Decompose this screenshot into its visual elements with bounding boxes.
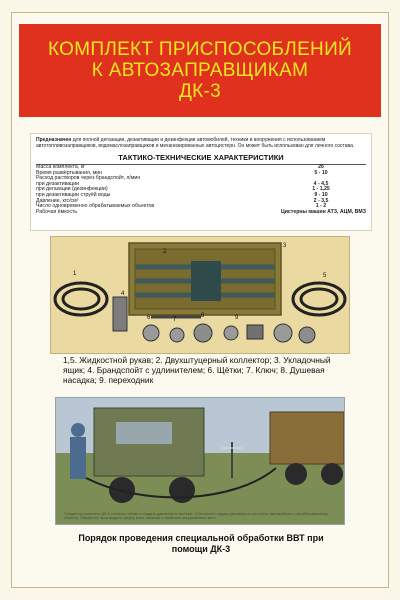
spec-title: ТАКТИКО-ТЕХНИЧЕСКИЕ ХАРАКТЕРИСТИКИ xyxy=(118,153,284,162)
equipment-caption: 1,5. Жидкостной рукав; 2. Двухштуцерный коллектор; 3. Укладочный ящик; 4. Брандспойт с удлинителем; 6. Щётки; 7. Ключ; 8. Душевая насадка; 9. переходник xyxy=(63,355,331,385)
callout-label: 2 xyxy=(163,249,167,255)
spec-label: при дегазации (дезинфекции) xyxy=(36,186,108,193)
spec-table xyxy=(36,164,366,215)
spec-label: Число одновременно обрабатываемых объектов xyxy=(36,203,155,210)
callout-label: 8 xyxy=(201,313,205,319)
intro-text xyxy=(36,137,366,149)
title-line-1: КОМПЛЕКТ ПРИСПОСОБЛЕНИЙ xyxy=(48,39,352,60)
spec-label: Масса комплекта, кг xyxy=(36,164,85,170)
spec-label: Рабочая ёмкость xyxy=(36,208,78,215)
spec-value: 26 xyxy=(318,164,324,170)
poster-header xyxy=(19,24,381,117)
callout-label: 7 xyxy=(173,317,177,323)
spec-value: 2 - 3,5 xyxy=(313,197,329,204)
procedure-illustration xyxy=(56,398,344,524)
title-line-3: ДК-3 xyxy=(178,81,222,102)
callout-label: 9 xyxy=(235,315,239,321)
spec-value: 1 - 2 xyxy=(315,203,327,210)
spec-label: Давление, кгс/см² xyxy=(36,197,79,204)
spec-label: Время развёртывания, мин xyxy=(36,169,103,176)
spec-label: при дезактивации xyxy=(36,180,80,187)
spec-value: 4 - 4,5 xyxy=(313,180,329,187)
spec-value: 5 - 10 xyxy=(314,169,328,176)
procedure-photo-note: Соединить комплект ДК-3 согласно схеме и создать давление в системе. Обеспечить подачу раствора из цистерны автомобиля к обрабатываемому объекту. Обработку производить сверху вниз, начиная с наиболее загрязнённых мест. xyxy=(64,511,328,521)
callout-label: 6 xyxy=(147,315,151,321)
intro-bold: Предназначен xyxy=(36,137,72,143)
spec-label: при дезактивации струёй воды xyxy=(36,191,111,198)
callout-label: 4 xyxy=(121,291,125,297)
title-line-2: К АВТОЗАПРАВЩИКАМ xyxy=(91,60,309,81)
spec-value: Цистерны машин АТЗ, АЦМ, ВМЗ xyxy=(280,208,366,215)
equipment-illustration xyxy=(51,237,349,353)
spec-panel xyxy=(30,133,372,231)
callout-label: 3 xyxy=(283,243,287,249)
spec-label: Расход растворов через брандспойт, л/мин xyxy=(36,175,141,182)
callout-label: 5 xyxy=(323,273,327,279)
procedure-caption: Порядок проведения специальной обработки ВВТ при помощи ДК-3 xyxy=(78,533,324,554)
intro-rest: для полной дегазации, дезактивации и дезинфекции автомобилей, техники и вооружения с использованием автотопливозаправщиков, водомаслозаправщиков и механизированных автоцистерн. Он может быть использован для личного состава. xyxy=(36,137,355,149)
spec-row xyxy=(36,210,366,216)
spec-value: 1 - 1,25 xyxy=(312,186,330,193)
callout-label: 1 xyxy=(73,271,77,277)
equipment-photo xyxy=(50,236,350,354)
procedure-photo xyxy=(55,397,345,525)
spec-value: 9 - 10 xyxy=(314,191,328,198)
